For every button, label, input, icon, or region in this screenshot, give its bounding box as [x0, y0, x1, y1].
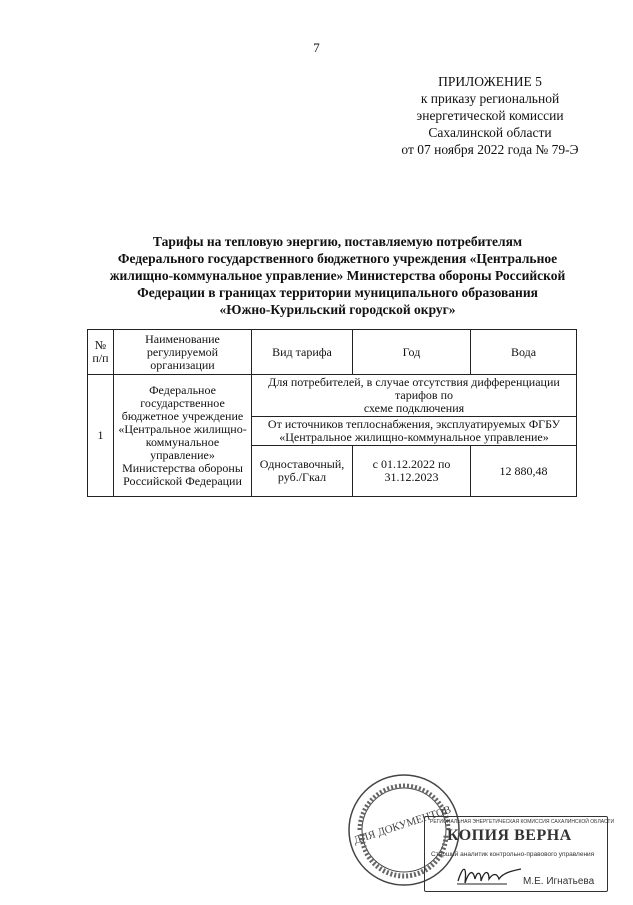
stamp-position: Старший аналитик контрольно-правового управления: [431, 851, 595, 858]
source-note-line: «Центральное жилищно-коммунальное управление»: [279, 430, 549, 444]
appendix-line: Сахалинской области: [428, 125, 552, 140]
appendix-line: к приказу региональной: [420, 91, 560, 106]
table-header-row: [88, 330, 577, 375]
header-tariff-type: Вид тарифа: [252, 330, 353, 375]
header-year: Год: [353, 330, 471, 375]
page-number: 7: [313, 40, 320, 55]
source-note-line: От источников теплоснабжения, эксплуатируемых ФГБУ: [267, 417, 561, 431]
handwritten-signature: [455, 861, 525, 887]
stamp-organization: РЕГИОНАЛЬНАЯ ЭНЕРГЕТИЧЕСКАЯ КОМИССИЯ САХАЛИНСКОЙ ОБЛАСТИ: [430, 819, 615, 825]
appendix-title: ПРИЛОЖЕНИЕ 5: [438, 74, 542, 89]
cell-consumer-note: [252, 375, 577, 417]
stamp-title: КОПИЯ ВЕРНА: [447, 827, 572, 844]
header-water: Вода: [471, 330, 577, 375]
consumer-note-line: тарифов по: [394, 388, 453, 402]
title-line: жилищно-коммунальное управление» Министерства обороны Российской: [109, 268, 566, 283]
seal-text: ДЛЯ ДОКУМЕНТОВ: [352, 803, 453, 847]
tariff-table: [87, 329, 577, 497]
appendix-header: [370, 73, 610, 158]
cell-period: с 01.12.2022 по 31.12.2023: [353, 446, 471, 497]
certified-copy-stamp: [424, 816, 615, 892]
consumer-note-line: схеме подключения: [363, 401, 465, 415]
cell-row-number: 1: [88, 375, 114, 497]
consumer-note-line: Для потребителей, в случае отсутствия дифференциации: [268, 375, 560, 389]
title-line: «Южно-Курильский городской округ»: [219, 302, 456, 317]
title-line: Федерального государственного бюджетного учреждения «Центральное: [117, 251, 558, 266]
appendix-line: от 07 ноября 2022 года № 79-Э: [401, 142, 579, 157]
stamp-signatory: М.Е. Игнатьева: [523, 876, 595, 887]
appendix-line: энергетической комиссии: [416, 108, 564, 123]
cell-water-tariff: 12 880,48: [471, 446, 577, 497]
header-organization: Наименование регулируемой организации: [114, 330, 252, 375]
table-row: [88, 375, 577, 417]
document-title: [60, 233, 615, 318]
cell-organization: Федеральное государственное бюджетное учреждение «Центральное жилищно-коммунальное управление» Министерства обороны Российской Федерации: [114, 375, 252, 497]
title-line: Федерации в границах территории муниципального образования: [137, 285, 538, 300]
title-line: Тарифы на тепловую энергию, поставляемую потребителям: [152, 234, 523, 249]
header-number: № п/п: [88, 330, 114, 375]
cell-source-note: [252, 417, 577, 446]
cell-tariff-type: Одноставочный, руб./Гкал: [252, 446, 353, 497]
